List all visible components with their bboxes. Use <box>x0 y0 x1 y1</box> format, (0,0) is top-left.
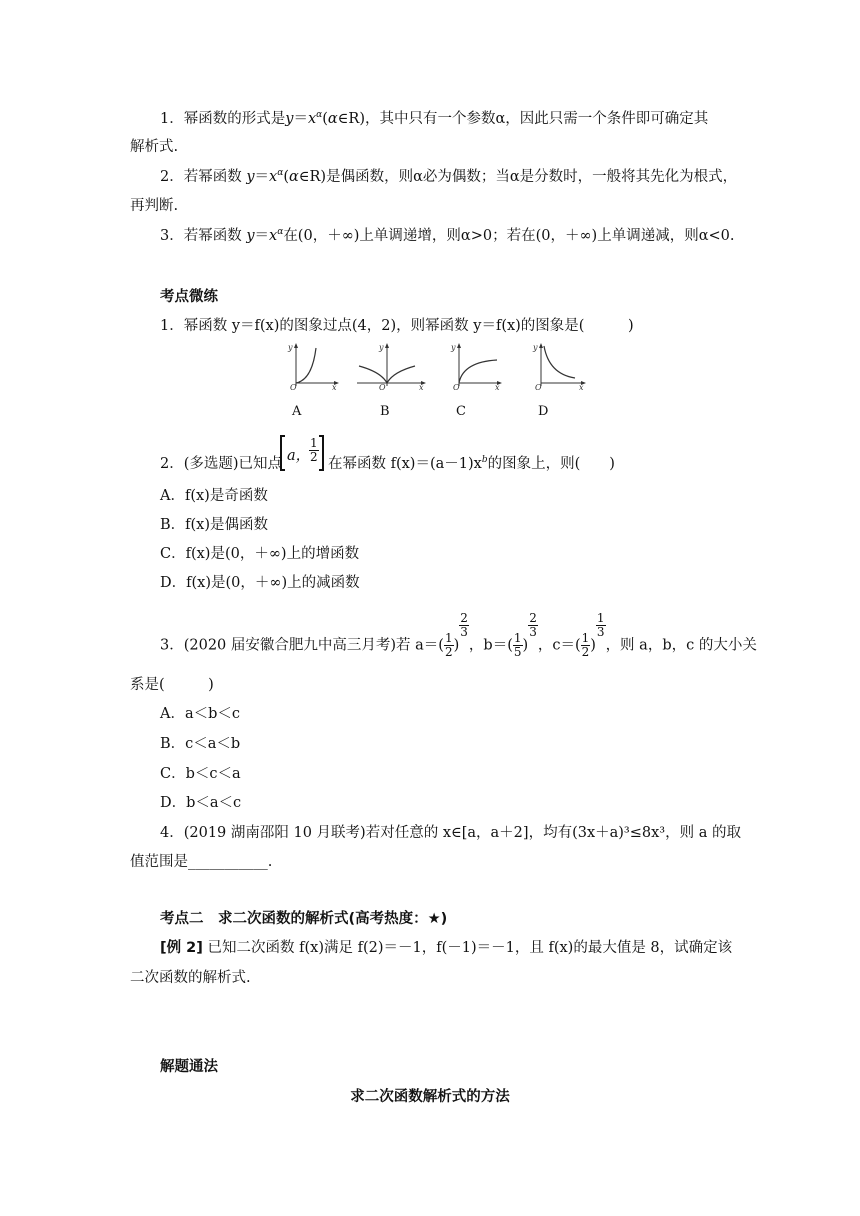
q3-option-c: C．b＜c＜a <box>160 766 241 782</box>
graph-option-c <box>445 340 505 390</box>
graph-label-c: C <box>456 404 466 419</box>
svg-text:x: x <box>579 383 584 390</box>
svg-text:O: O <box>453 383 460 390</box>
graph-label-d: D <box>538 404 549 419</box>
example-2-line-2: 二次函数的解析式. <box>130 970 251 986</box>
svg-text:y: y <box>451 343 456 352</box>
svg-text:y: y <box>533 343 538 352</box>
question-4-line-2: 值范围是___________. <box>130 854 273 870</box>
question-1: 1．幂函数 y＝f(x)的图象过点(4，2)，则幂函数 y＝f(x)的图象是( ) <box>160 318 634 334</box>
note-3: 3．若幂函数 $y=x^\alpha$在(0，＋∞)上单调递增，则α>0；若在(0，＋∞)上单调递减，则α<0. <box>160 227 735 244</box>
section-heading-practice: 考点微练 <box>160 289 218 305</box>
graph-option-a <box>282 340 342 390</box>
q2-option-d: D．f(x)是(0，＋∞)上的减函数 <box>160 575 360 591</box>
q2-option-a: A．f(x)是奇函数 <box>160 488 268 504</box>
svg-text:O: O <box>535 383 542 390</box>
svg-text:x: x <box>332 383 337 390</box>
svg-text:y: y <box>288 343 293 352</box>
note-1-line-1: 1．幂函数的形式是$y=x^\alpha(\alpha\in R)$，其中只有一个参数α，因此只需一个条件即可确定其 <box>160 110 709 127</box>
section-heading-quadratic: 考点二 求二次函数的解析式(高考热度：★) <box>160 911 448 927</box>
section-heading-method: 解题通法 <box>160 1059 218 1075</box>
method-title: 求二次函数解析式的方法 <box>350 1089 510 1105</box>
question-3-line-1: 3．(2020 届安徽合肥九中高三月考)若 a＝( $\frac{1}{2}$ ) $\frac{2}{3}$ ，b＝( $\frac{1}{5}$ ) $\frac{2}{3}$ ，c＝( $\frac{1}{2}$ ) $\frac{1}{3}$ ，则 a，b，c 的大小关 <box>160 611 757 659</box>
note-2-line-2: 再判断. <box>130 198 179 214</box>
q3-option-d: D．b＜a＜c <box>160 795 242 811</box>
svg-text:y: y <box>379 343 384 352</box>
svg-text:O: O <box>379 383 386 390</box>
question-2-stem: 2．(多选题)已知点 <box>160 456 283 472</box>
graph-option-b <box>355 340 430 390</box>
q2-point-half: $\frac{1}{2}$ <box>310 436 318 464</box>
note-1-line-2: 解析式. <box>130 139 179 155</box>
question-3-line-2: 系是( ) <box>130 677 214 693</box>
svg-text:x: x <box>495 383 500 390</box>
q3-option-a: A．a＜b＜c <box>160 706 241 722</box>
q2-option-c: C．f(x)是(0，＋∞)上的增函数 <box>160 546 360 562</box>
graph-label-b: B <box>380 404 390 419</box>
svg-text:x: x <box>419 383 424 390</box>
graph-label-a: A <box>292 404 302 419</box>
example-2-line-1: [例 2] 已知二次函数 f(x)满足 f(2)＝－1，f(－1)＝－1，且 f(x)的最大值是 8，试确定该 <box>160 940 733 956</box>
graph-option-d <box>527 340 589 390</box>
question-4-line-1: 4．(2019 湖南邵阳 10 月联考)若对任意的 x∈[a，a＋2]，均有(3x＋a)³≤8x³，则 a 的取 <box>160 825 741 841</box>
q2-option-b: B．f(x)是偶函数 <box>160 517 269 533</box>
q3-option-b: B．c＜a＜b <box>160 736 241 752</box>
question-2-stem-cont: 在幂函数 $f(x)=(a-1)x^b$的图象上，则( ) <box>328 455 615 472</box>
note-2-line-1: 2．若幂函数 $y=x^\alpha(\alpha\in R)$是偶函数，则α必为偶数；当α是分数时，一般将其先化为根式， <box>160 168 738 185</box>
svg-text:O: O <box>290 383 297 390</box>
q2-point-a: a， <box>287 448 311 464</box>
